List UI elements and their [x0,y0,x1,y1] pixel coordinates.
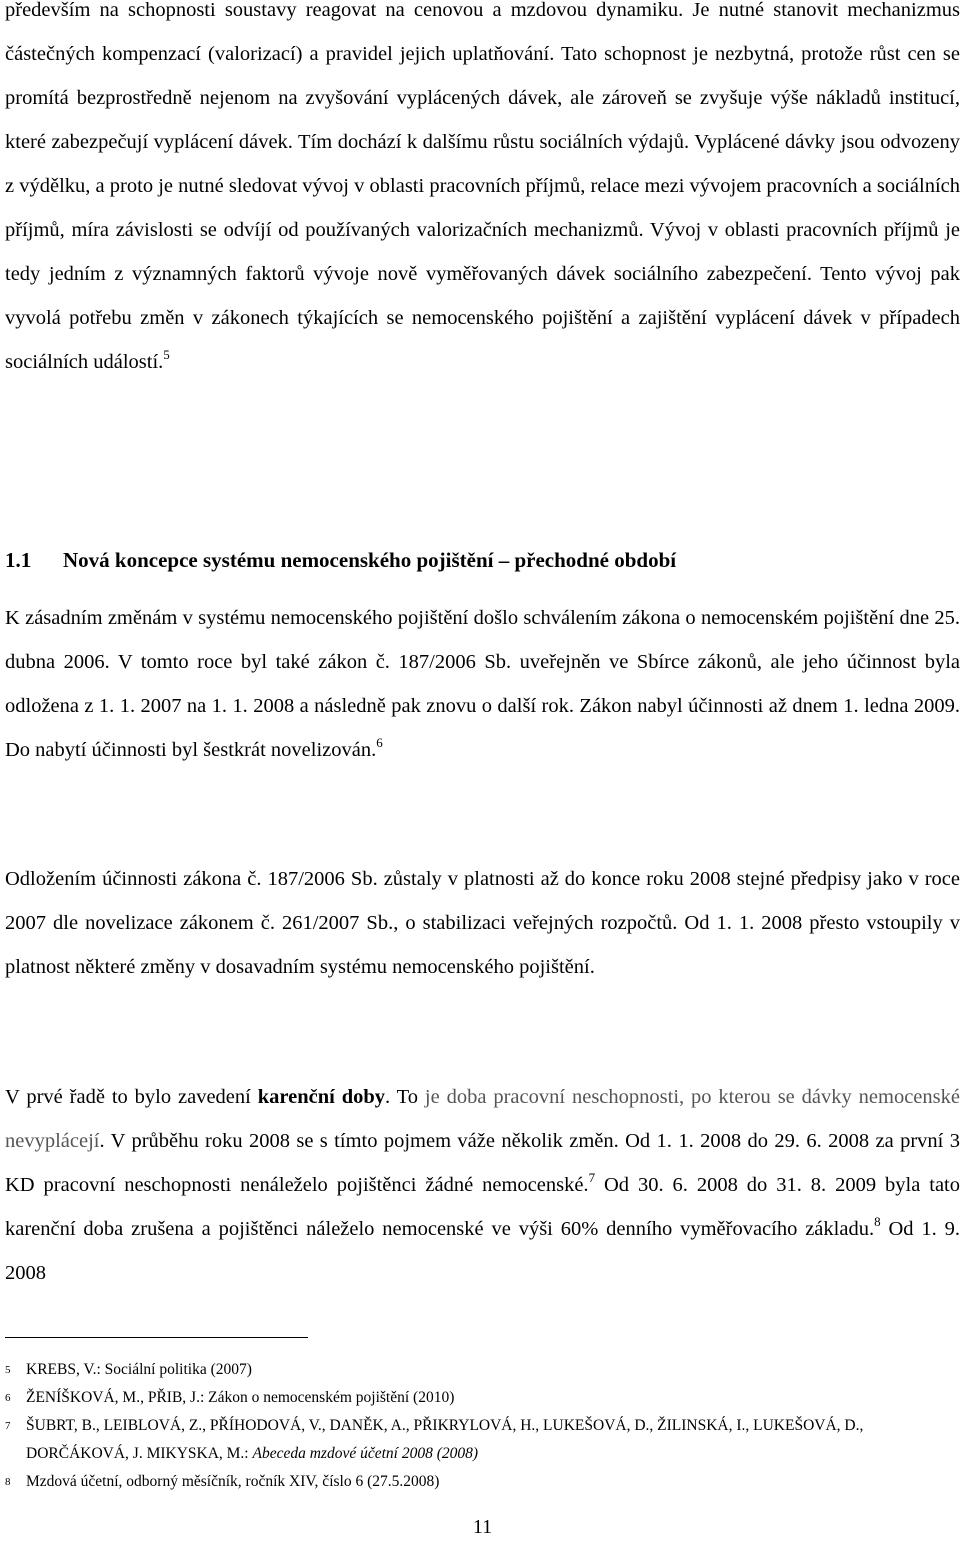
paragraph-text: Od 30. 6. 2008 do 31. 8. 2009 byla tato karenční doba zrušena a pojištěnci náleželo nemocenské ve výši 60% denního vyměřovacího základu. [5,1174,960,1240]
footnote-source-title: Abeceda mzdové účetní 2008 (2008) [252,1445,479,1462]
footnote-number: 6 [5,1392,11,1404]
paragraph-text: . To [385,1086,425,1108]
footnote-text: Mzdová účetní, odborný měsíčník, ročník XIV, číslo 6 (27.5.2008) [26,1473,440,1490]
footnote-number: 7 [5,1420,11,1432]
footnote [5,1384,960,1412]
footnote-ref[interactable]: 5 [163,347,170,362]
section-heading [5,545,676,575]
footnote-separator [5,1337,308,1338]
footnote-ref[interactable]: 6 [376,735,383,750]
term-definition: je doba pracovní neschopnosti, po kterou se dávky nemocenské nevyplácejí [5,1086,960,1152]
paragraph-text: K zásadním změnám v systému nemocenského pojištění došlo schválením zákona o nemocenském pojištění dne 25. dubna 2006. V tomto roce byl také zákon č. 187/2006 Sb. uveřejněn ve Sbírce zákonů, ale jeho účinnost byla odložena z 1. 1. 2007 na 1. 1. 2008 a následně pak znovu o další rok. Zákon nabyl účinnosti až dnem 1. ledna 2009. Do nabytí účinnosti byl šestkrát novelizován. [5,607,960,761]
paragraph-text: V prvé řadě to bylo zavedení [5,1086,258,1108]
paragraph-text: především na schopnosti soustavy reagovat na cenovou a mzdovou dynamiku. Je nutné stanovit mechanizmus částečných kompenzací (valorizací) a pravidel jejich uplatňování. Tato schopnost je nezbytná, protože růst cen se promítá bezprostředně nejenom na zvyšování vyplácených dávek, ale zároveň se zvyšuje výše nákladů institucí, které zabezpečují vyplácení dávek. Tím dochází k dalšímu růstu sociálních výdajů. Vyplácené dávky jsou odvozeny z výdělku, a proto je nutné sledovat vývoj v oblasti pracovních příjmů, relace mezi vývojem pracovních a sociálních příjmů, míra závislosti se odvíjí od používaných valorizačních mechanizmů. Vývoj v oblasti pracovních příjmů je tedy jedním z významných faktorů vývoje nově vyměřovaných dávek sociálního zabezpečení. Tento vývoj pak vyvolá potřebu změn v zákonech týkajících se nemocenského pojištění a zajištění vyplácení dávek v případech sociálních událostí. [5,0,960,373]
paragraph-new-concept [5,596,960,772]
footnote-text: ŠUBRT, B., LEIBLOVÁ, Z., PŘÍHODOVÁ, V., DANĚK, A., PŘIKRYLOVÁ, H., LUKEŠOVÁ, D., ŽILINSKÁ, I., LUKEŠOVÁ, D., DORČÁKOVÁ, J. MIKYSKA, M.: [26,1417,864,1462]
footnote-text: KREBS, V.: Sociální politika (2007) [26,1361,252,1378]
footnote [5,1468,960,1496]
paragraph-text: . V průběhu roku 2008 se s tímto pojmem váže několik změn. Od 1. 1. 2008 do 29. 6. 2008 za první 3 KD pracovní neschopnosti nenáleželo pojištěnci žádné nemocenské. [5,1130,960,1196]
footnote [5,1356,960,1384]
footnote-text-wrapper [26,1412,960,1468]
paragraph-text: Odložením účinnosti zákona č. 187/2006 Sb. zůstaly v platnosti až do konce roku 2008 stejné předpisy jako v roce 2007 dle novelizace zákonem č. 261/2007 Sb., o stabilizaci veřejných rozpočtů. Od 1. 1. 2008 přesto vstoupily v platnost některé změny v dosavadním systému nemocenského pojištění. [5,868,960,978]
footnote-number: 5 [5,1364,11,1376]
paragraph-text: Od 1. 9. 2008 [5,1218,960,1284]
footnote-text: ŽENÍŠKOVÁ, M., PŘIB, J.: Zákon o nemocenském pojištění (2010) [26,1389,455,1406]
section-number: 1.1 [5,548,32,572]
paragraph-waiting-period [5,1075,960,1295]
section-title: Nová koncepce systému nemocenského pojištění – přechodné období [63,548,677,572]
page-number: 11 [472,1516,493,1538]
document-page [5,0,960,1543]
footnote [5,1412,960,1468]
term-karencni-doba: karenční doby [257,1086,386,1108]
paragraph-postponed-effect [5,857,960,989]
paragraph-valorization [5,0,960,384]
footnote-ref[interactable]: 7 [588,1170,596,1185]
footnote-number: 8 [5,1476,11,1488]
footnote-ref[interactable]: 8 [874,1214,881,1229]
